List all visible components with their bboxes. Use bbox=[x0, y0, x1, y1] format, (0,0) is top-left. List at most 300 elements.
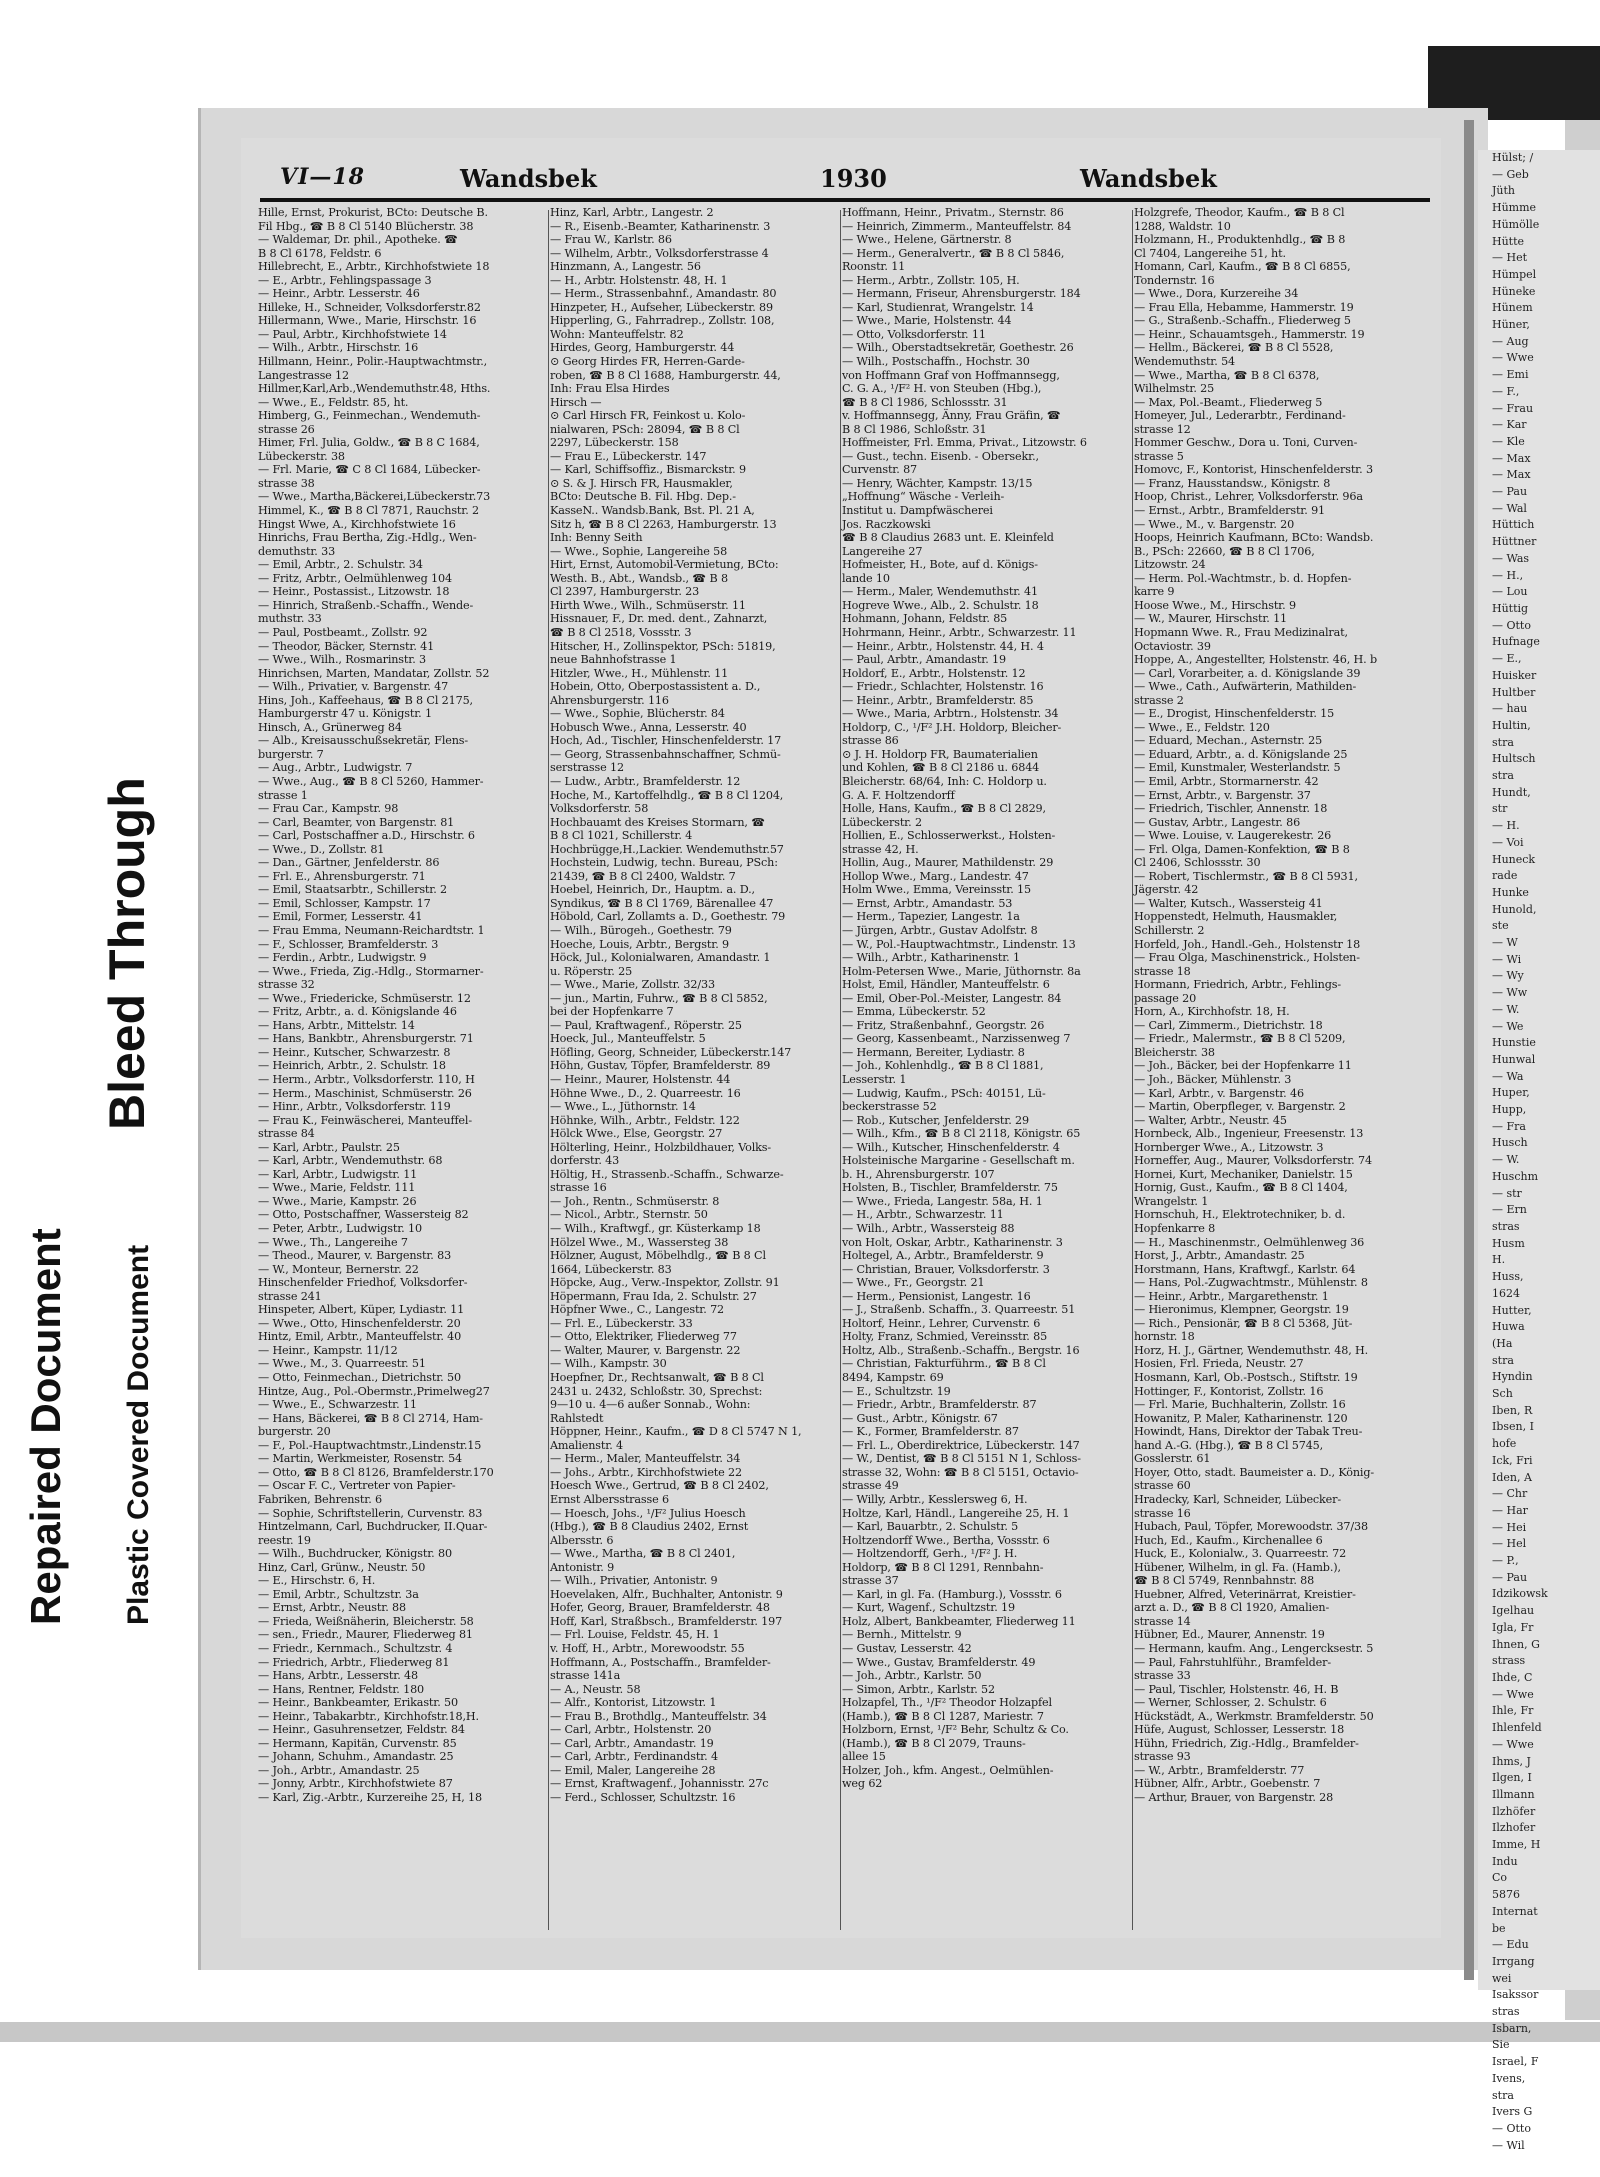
directory-entry-line: — Johs., Arbtr., Kirchhofstwiete 22 bbox=[550, 1465, 742, 1479]
directory-entry-line: Albersstr. 6 bbox=[550, 1533, 614, 1547]
directory-entry-line: B 8 Cl 6178, Feldstr. 6 bbox=[258, 246, 382, 260]
directory-entry-line: Höpermann, Frau Ida, 2. Schulstr. 27 bbox=[550, 1289, 757, 1303]
adjacent-page-line: — Hel bbox=[1492, 1537, 1527, 1551]
adjacent-page-line: Ihnen, G bbox=[1492, 1637, 1540, 1651]
adjacent-page-line: Hunke bbox=[1492, 885, 1529, 899]
directory-entry-line: — Hermann, Kapitän, Curvenstr. 85 bbox=[258, 1736, 457, 1750]
adjacent-page-line: Hupp, bbox=[1492, 1103, 1527, 1117]
directory-entry-line: — Joh., Bäcker, Mühlenstr. 3 bbox=[1134, 1073, 1292, 1086]
directory-entry-line: — Hellm., Bäckerei, ☎ B 8 Cl 5528, bbox=[1134, 341, 1334, 355]
adjacent-page-line: Sch bbox=[1492, 1387, 1513, 1401]
directory-entry-line: Hintz, Emil, Arbtr., Manteuffelstr. 40 bbox=[258, 1330, 462, 1344]
adjacent-page-line: — Pau bbox=[1492, 485, 1528, 499]
directory-entry-line: — Emma, Lübeckerstr. 52 bbox=[842, 1005, 986, 1019]
directory-entry-line: — Carl, Beamter, von Bargenstr. 81 bbox=[258, 815, 455, 829]
adjacent-page-line: stra bbox=[1492, 769, 1514, 783]
directory-entry-line: nialwaren, PSch: 28094, ☎ B 8 Cl bbox=[550, 422, 740, 436]
directory-entry-line: Holtorf, Heinr., Lehrer, Curvenstr. 6 bbox=[842, 1316, 1041, 1330]
directory-entry-line: — Heinr., Maurer, Holstenstr. 44 bbox=[550, 1073, 731, 1086]
directory-entry-line: bei der Hopfenkarre 7 bbox=[550, 1005, 674, 1019]
adjacent-page-line: Hüttner bbox=[1492, 535, 1537, 549]
directory-entry-line: — Wilh., Privatier, v. Bargenstr. 47 bbox=[258, 680, 449, 694]
directory-entry-line: — Kurt, Wagenf., Schultzstr. 19 bbox=[842, 1601, 1015, 1615]
directory-entry-line: — Wwe. Louise, v. Laugerekestr. 26 bbox=[1134, 829, 1332, 843]
directory-entry-line: Huebner, Alfred, Veterinärrat, Kreistier- bbox=[1134, 1587, 1356, 1601]
adjacent-page-line: Hümpel bbox=[1492, 267, 1537, 281]
directory-entry-line: v. Hoff, H., Arbtr., Morewoodstr. 55 bbox=[550, 1641, 745, 1655]
directory-entry-line: neue Bahnhofstrasse 1 bbox=[550, 653, 677, 667]
directory-entry-line: — Carl, Arbtr., Holstenstr. 20 bbox=[550, 1723, 712, 1737]
directory-entry-line: — Hermann, Bereiter, Lydiastr. 8 bbox=[842, 1045, 1025, 1059]
adjacent-page-line: — Wwe bbox=[1492, 1737, 1534, 1751]
directory-entry-line: weg 62 bbox=[842, 1777, 883, 1791]
directory-entry-line: — Heinr., Kampstr. 11/12 bbox=[258, 1343, 398, 1357]
directory-entry-line: — Wwe., D., Zollstr. 81 bbox=[258, 842, 385, 856]
adjacent-page-line: Ivers G bbox=[1492, 2105, 1533, 2119]
directory-entry-line: Hosmann, Karl, Ob.-Postsch., Stiftstr. 19 bbox=[1134, 1371, 1358, 1385]
adjacent-page-line: — str bbox=[1492, 1186, 1522, 1200]
directory-entry-line: B 8 Cl 1021, Schillerstr. 4 bbox=[550, 829, 693, 843]
directory-entry-line: — Paul, Tischler, Holstenstr. 46, H. B bbox=[1134, 1682, 1339, 1696]
directory-entry-line: Hoche, M., Kartoffelhdlg., ☎ B 8 Cl 1204, bbox=[550, 788, 784, 802]
adjacent-page-line: — W. bbox=[1492, 1002, 1520, 1016]
directory-entry-line: Hoppe, A., Angestellter, Holstenstr. 46, H. b bbox=[1134, 653, 1377, 667]
directory-entry-line: Hirth Wwe., Wilh., Schmüserstr. 11 bbox=[550, 598, 746, 612]
adjacent-page-line: Hüneke bbox=[1492, 284, 1536, 298]
directory-entry-line: Himer, Frl. Julia, Goldw., ☎ B 8 C 1684, bbox=[258, 436, 480, 450]
adjacent-page-line: — W. bbox=[1492, 1153, 1520, 1167]
adjacent-page-line: — Max bbox=[1492, 451, 1531, 465]
directory-entry-line: — Carl, Arbtr., Amandastr. 19 bbox=[550, 1736, 714, 1750]
adjacent-page-line: Hunwal bbox=[1492, 1052, 1536, 1066]
adjacent-page-line: ste bbox=[1492, 919, 1509, 933]
adjacent-page-line: stra bbox=[1492, 735, 1514, 749]
column-divider bbox=[548, 210, 549, 1930]
directory-entry-line: Homovc, F., Kontorist, Hinschenfelderstr. 3 bbox=[1134, 463, 1373, 477]
directory-entry-line: — Wwe., Marie, Holstenstr. 44 bbox=[842, 314, 1012, 328]
directory-entry-line: Hornberger Wwe., A., Litzowstr. 3 bbox=[1134, 1140, 1324, 1154]
directory-entry-line: Hölterling, Heinr., Holzbildhauer, Volks- bbox=[550, 1140, 772, 1154]
directory-entry-line: Holzborn, Ernst, ¹/F² Behr, Schultz & Co. bbox=[842, 1723, 1069, 1737]
directory-entry-line: strasse 5 bbox=[1134, 449, 1184, 463]
directory-entry-line: — Heinrich, Zimmerm., Manteuffelstr. 84 bbox=[842, 219, 1072, 233]
adjacent-page-line: — Chr bbox=[1492, 1487, 1528, 1501]
page-number: VI—18 bbox=[280, 164, 365, 190]
directory-entry-line: Hilleke, H., Schneider, Volksdorferstr.82 bbox=[258, 300, 481, 314]
directory-entry-line: Holst, Emil, Händler, Manteuffelstr. 6 bbox=[842, 978, 1050, 992]
directory-entry-line: — Ernst, Arbtr., Amandastr. 53 bbox=[842, 896, 1013, 910]
directory-entry-line: Hornig, Gust., Kaufm., ☎ B 8 Cl 1404, bbox=[1134, 1181, 1348, 1195]
label-plastic-covered-document: Plastic Covered Document bbox=[122, 1244, 155, 1625]
directory-entry-line: — Herm., Strassenbahnf., Amandastr. 80 bbox=[550, 287, 777, 301]
directory-entry-line: serstrasse 12 bbox=[550, 761, 624, 775]
directory-entry-line: — R., Eisenb.-Beamter, Katharinenstr. 3 bbox=[550, 219, 771, 233]
directory-entry-line: Fabriken, Behrenstr. 6 bbox=[258, 1492, 382, 1506]
directory-entry-line: strasse 26 bbox=[258, 422, 315, 436]
directory-entry-line: Höhnke, Wilh., Arbtr., Feldstr. 122 bbox=[550, 1113, 740, 1127]
directory-entry-line: ☎ B 8 Claudius 2683 unt. E. Kleinfeld bbox=[842, 531, 1054, 545]
directory-entry-line: Hoffmann, A., Postschaffn., Bramfelder- bbox=[550, 1655, 771, 1669]
adjacent-page-line: rade bbox=[1492, 869, 1518, 883]
directory-entry-line: Hoffmeister, Frl. Emma, Privat., Litzowstr. 6 bbox=[842, 436, 1087, 450]
adjacent-page-line: wei bbox=[1492, 1971, 1512, 1985]
directory-entry-line: — Emil, Arbtr., Stormarnerstr. 42 bbox=[1134, 774, 1319, 788]
directory-entry-line: — Wwe., Th., Langereihe 7 bbox=[258, 1235, 408, 1249]
directory-entry-line: Himmel, K., ☎ B 8 Cl 7871, Rauchstr. 2 bbox=[258, 504, 480, 518]
directory-entry-line: beckerstrasse 52 bbox=[842, 1100, 937, 1114]
directory-entry-line: — Wwe., Aug., ☎ B 8 Cl 5260, Hammer- bbox=[258, 774, 484, 788]
directory-entry-line: burgerstr. 20 bbox=[258, 1425, 331, 1439]
directory-entry-line: strasse 84 bbox=[258, 1127, 315, 1141]
adjacent-page-line: Igla, Fr bbox=[1492, 1620, 1534, 1634]
directory-entry-line: — Friedr., Malermstr., ☎ B 8 Cl 5209, bbox=[1134, 1032, 1346, 1046]
directory-entry-line: — Hans, Bankbtr., Ahrensburgerstr. 71 bbox=[258, 1032, 474, 1046]
directory-entry-line: — E., Drogist, Hinschenfelderstr. 15 bbox=[1134, 707, 1335, 721]
directory-entry-line: Hissnauer, F., Dr. med. dent., Zahnarzt, bbox=[550, 612, 768, 626]
directory-entry-line: von Holt, Oskar, Arbtr., Katharinenstr. 3 bbox=[842, 1235, 1063, 1249]
directory-entry-line: Homann, Carl, Kaufm., ☎ B 8 Cl 6855, bbox=[1134, 260, 1351, 274]
adjacent-page-line: — Ern bbox=[1492, 1203, 1527, 1217]
directory-entry-line: Horfeld, Joh., Handl.-Geh., Holstenstr 18 bbox=[1134, 937, 1361, 951]
directory-entry-line: — Heinr., Bankbeamter, Erikastr. 50 bbox=[258, 1696, 458, 1710]
adjacent-page-line: Huwa bbox=[1492, 1320, 1525, 1334]
directory-entry-line: — Karl, Zig.-Arbtr., Kurzereihe 25, H, 18 bbox=[258, 1790, 482, 1804]
directory-entry-line: — sen., Friedr., Maurer, Fliederweg 81 bbox=[258, 1628, 473, 1642]
directory-entry-line: — Emil, Staatsarbtr., Schillerstr. 2 bbox=[258, 883, 448, 897]
directory-entry-line: — Theodor, Bäcker, Sternstr. 41 bbox=[258, 639, 435, 653]
directory-entry-line: Howanitz, P. Maler, Katharinenstr. 120 bbox=[1134, 1411, 1348, 1425]
directory-entry-line: Huch, Ed., Kaufm., Kirchenallee 6 bbox=[1134, 1533, 1323, 1547]
directory-entry-line: — Wilh., Privatier, Antonistr. 9 bbox=[550, 1574, 718, 1588]
adjacent-page-line: — Het bbox=[1492, 251, 1528, 265]
directory-entry-line: — Ferd., Schlosser, Schultzstr. 16 bbox=[550, 1790, 736, 1804]
adjacent-page-line: Hüner, bbox=[1492, 318, 1530, 332]
directory-entry-line: Volksdorferstr. 58 bbox=[550, 802, 649, 816]
directory-entry-line: — Frl. E., Lübeckerstr. 33 bbox=[550, 1316, 693, 1330]
directory-entry-line: Hormann, Friedrich, Arbtr., Fehlings- bbox=[1134, 978, 1341, 992]
directory-entry-line: — Karl, Studienrat, Wrangelstr. 14 bbox=[842, 300, 1034, 314]
directory-entry-line: Howindt, Hans, Direktor der Tabak Treu- bbox=[1134, 1425, 1363, 1439]
directory-entry-line: Hommer Geschw., Dora u. Toni, Curven- bbox=[1134, 436, 1358, 450]
adjacent-page-line: H. bbox=[1492, 1253, 1506, 1267]
directory-entry-line: — Frau K., Feinwäscherei, Manteuffel- bbox=[258, 1113, 472, 1127]
directory-entry-line: — Herm., Maschinist, Schmüserstr. 26 bbox=[258, 1086, 472, 1100]
directory-entry-line: — Frau E., Lübeckerstr. 147 bbox=[550, 449, 707, 463]
directory-entry-line: — Johann, Schuhm., Amandastr. 25 bbox=[258, 1750, 454, 1764]
adjacent-page-line: Ilzhöfer bbox=[1492, 1804, 1536, 1818]
directory-entry-line: Hoeche, Louis, Arbtr., Bergstr. 9 bbox=[550, 937, 729, 951]
directory-entry-line: — Hans, Arbtr., Mittelstr. 14 bbox=[258, 1018, 415, 1032]
directory-entry-line: strasse 33 bbox=[1134, 1669, 1191, 1683]
adjacent-page-line: Israel, F bbox=[1492, 2055, 1539, 2069]
directory-entry-line: — Karl, in gl. Fa. (Hamburg.), Vossstr. 6 bbox=[842, 1587, 1062, 1601]
directory-entry-line: Hinzpeter, H., Aufseher, Lübeckerstr. 89 bbox=[550, 300, 773, 314]
directory-entry-line: — E., Schultzstr. 19 bbox=[842, 1384, 951, 1398]
directory-entry-line: strasse 241 bbox=[258, 1289, 322, 1303]
directory-entry-line: — Emil, Kunstmaler, Westerlandstr. 5 bbox=[1134, 761, 1341, 775]
directory-entry-line: Hollop Wwe., Marg., Landestr. 47 bbox=[842, 869, 1029, 883]
directory-entry-line: Bleicherstr. 38 bbox=[1134, 1045, 1215, 1059]
directory-entry-line: — Joh., Rentn., Schmüserstr. 8 bbox=[550, 1194, 720, 1208]
directory-entry-line: Wrangelstr. 1 bbox=[1134, 1194, 1209, 1208]
directory-entry-line: — Herm. Pol.-Wachtmstr., b. d. Hopfen- bbox=[1134, 571, 1352, 585]
adjacent-page-line: Isbarn, bbox=[1492, 2021, 1532, 2035]
adjacent-page-line: — F., bbox=[1492, 384, 1520, 398]
directory-entry-line: Rahlstedt bbox=[550, 1411, 604, 1425]
directory-entry-line: ⊙ Georg Hirdes FR, Herren-Garde- bbox=[550, 355, 745, 369]
directory-entry-line: — E., Arbtr., Fehlingspassage 3 bbox=[258, 273, 432, 287]
directory-entry-line: — W., Monteur, Bernerstr. 22 bbox=[258, 1262, 419, 1276]
directory-entry-line: B 8 Cl 1986, Schloßstr. 31 bbox=[842, 422, 987, 436]
directory-entry-line: Hornschuh, H., Elektrotechniker, b. d. bbox=[1134, 1208, 1346, 1222]
directory-entry-line: — Wilh., Kfm., ☎ B 8 Cl 2118, Königstr. 65 bbox=[842, 1127, 1081, 1141]
directory-entry-line: — Wilh., Postschaffn., Hochstr. 30 bbox=[842, 355, 1030, 369]
directory-entry-line: strasse 42, H. bbox=[842, 842, 919, 856]
directory-entry-line: Hobein, Otto, Oberpostassistent a. D., bbox=[550, 680, 761, 694]
directory-entry-line: — Herm., Tapezier, Langestr. 1a bbox=[842, 910, 1020, 924]
directory-entry-line: — Friedr., Kernmach., Schultzstr. 4 bbox=[258, 1641, 453, 1655]
directory-entry-line: — Friedrich, Tischler, Annenstr. 18 bbox=[1134, 802, 1328, 816]
directory-entry-line: Hitscher, H., Zollinspektor, PSch: 51819, bbox=[550, 639, 776, 653]
adjacent-page-line: stra bbox=[1492, 1353, 1514, 1367]
page-header bbox=[280, 160, 1430, 194]
directory-entry-line: dorferstr. 43 bbox=[550, 1154, 620, 1168]
directory-entry-line: Ernst Albersstrasse 6 bbox=[550, 1492, 669, 1506]
directory-entry-line: Hollien, E., Schlosserwerkst., Holsten- bbox=[842, 829, 1056, 843]
directory-entry-line: — Wwe., Maria, Arbtrn., Holstenstr. 34 bbox=[842, 707, 1059, 721]
adjacent-page-line: Huschm bbox=[1492, 1169, 1538, 1183]
adjacent-page-line: Irrgang bbox=[1492, 1954, 1535, 1968]
adjacent-page-line: Huisker bbox=[1492, 668, 1537, 682]
directory-entry-line: Hochbrügge,H.,Lackier. Wendemuthstr.57 bbox=[550, 842, 784, 856]
adjacent-page-line: Huneck bbox=[1492, 852, 1536, 866]
directory-entry-line: Hinschenfelder Friedhof, Volksdorfer- bbox=[258, 1276, 468, 1290]
adjacent-page-line: Isakssor bbox=[1492, 1988, 1539, 2002]
running-head-year: 1930 bbox=[820, 164, 887, 193]
directory-entry-line: Hofer, Georg, Brauer, Bramfelderstr. 48 bbox=[550, 1601, 770, 1615]
directory-entry-line: — Alfr., Kontorist, Litzowstr. 1 bbox=[550, 1696, 717, 1710]
directory-entry-line: — Frieda, Weißnäherin, Bleicherstr. 58 bbox=[258, 1614, 474, 1628]
directory-entry-line: — Wwe., Frieda, Langestr. 58a, H. 1 bbox=[842, 1194, 1043, 1208]
directory-entry-line: Horst, J., Arbtr., Amandastr. 25 bbox=[1134, 1249, 1305, 1263]
directory-entry-line: Antonistr. 9 bbox=[550, 1560, 615, 1574]
directory-column-3 bbox=[842, 206, 1132, 1946]
adjacent-page-line: Huss, bbox=[1492, 1270, 1524, 1284]
directory-entry-line: — Joh., Kohlenhdlg., ☎ B 8 Cl 1881, bbox=[842, 1059, 1044, 1073]
directory-entry-line: Hohmann, Johann, Feldstr. 85 bbox=[842, 612, 1008, 626]
directory-entry-line: muthstr. 33 bbox=[258, 612, 322, 626]
directory-entry-line: hornstr. 18 bbox=[1134, 1330, 1195, 1344]
directory-column-4 bbox=[1134, 206, 1424, 1946]
directory-entry-line: C. G. A., ¹/F² H. von Steuben (Hbg.), bbox=[842, 382, 1042, 396]
directory-entry-line: — Wilh., Kraftwgf., gr. Küsterkamp 18 bbox=[550, 1222, 761, 1236]
directory-entry-line: Holzer, Joh., kfm. Angest., Oelmühlen- bbox=[842, 1763, 1054, 1777]
adjacent-page-line: Husm bbox=[1492, 1236, 1525, 1250]
directory-entry-line: — Frl. E., Ahrensburgerstr. 71 bbox=[258, 869, 426, 883]
directory-entry-line: Hirsch — bbox=[550, 395, 602, 409]
adjacent-page-line: — We bbox=[1492, 1019, 1524, 1033]
directory-entry-line: — Wwe., Sophie, Blücherstr. 84 bbox=[550, 707, 725, 721]
directory-entry-line: — F., Pol.-Hauptwachtmstr.,Lindenstr.15 bbox=[258, 1438, 482, 1452]
directory-entry-line: strasse 12 bbox=[1134, 422, 1191, 436]
directory-entry-line: — Willy, Arbtr., Kesslersweg 6, H. bbox=[842, 1492, 1028, 1506]
directory-entry-line: — Emil, Schlosser, Kampstr. 17 bbox=[258, 896, 431, 910]
directory-entry-line: — Carl, Zimmerm., Dietrichstr. 18 bbox=[1134, 1018, 1323, 1032]
directory-entry-line: hand A.-G. (Hbg.), ☎ B 8 Cl 5745, bbox=[1134, 1438, 1324, 1452]
adjacent-page-line: be bbox=[1492, 1921, 1506, 1935]
adjacent-page-line: Illmann bbox=[1492, 1787, 1535, 1801]
adjacent-page-line: — Kle bbox=[1492, 434, 1525, 448]
directory-entry-line: Hölck Wwe., Else, Georgstr. 27 bbox=[550, 1127, 723, 1141]
directory-entry-line: — Max, Pol.-Beamt., Fliederweg 5 bbox=[1134, 395, 1323, 409]
directory-entry-line: Amalienstr. 4 bbox=[550, 1438, 623, 1452]
directory-entry-line: Holzmann, H., Produktenhdlg., ☎ B 8 bbox=[1134, 233, 1346, 247]
directory-entry-line: — Hermann, kaufm. Ang., Lengercksestr. 5 bbox=[1134, 1641, 1374, 1655]
directory-entry-line: Inh: Benny Seith bbox=[550, 531, 643, 545]
directory-entry-line: — Ludw., Arbtr., Bramfelderstr. 12 bbox=[550, 774, 741, 788]
adjacent-page-line: — Voi bbox=[1492, 835, 1524, 849]
directory-entry-line: Hoyer, Otto, stadt. Baumeister a. D., König- bbox=[1134, 1465, 1374, 1479]
directory-entry-line: — Wwe., Fr., Georgstr. 21 bbox=[842, 1276, 985, 1290]
directory-entry-line: — Martin, Oberpfleger, v. Bargenstr. 2 bbox=[1134, 1100, 1346, 1114]
directory-entry-line: Hoop, Christ., Lehrer, Volksdorferstr. 96a bbox=[1134, 490, 1363, 504]
adjacent-page-line: — P., bbox=[1492, 1554, 1519, 1568]
directory-entry-line: — Joh., Bäcker, bei der Hopfenkarre 11 bbox=[1134, 1059, 1352, 1073]
directory-entry-line: Holtegel, A., Arbtr., Bramfelderstr. 9 bbox=[842, 1249, 1044, 1263]
directory-entry-line: — Heinr., Arbtr. Lesserstr. 46 bbox=[258, 287, 420, 301]
header-rule bbox=[260, 198, 1430, 202]
directory-entry-line: — Wwe., Friedericke, Schmüserstr. 12 bbox=[258, 991, 471, 1005]
adjacent-page-line: — E., bbox=[1492, 652, 1522, 666]
directory-entry-line: — Wwe., Sophie, Langereihe 58 bbox=[550, 544, 728, 558]
directory-entry-line: Ahrensburgerstr. 116 bbox=[550, 693, 669, 707]
directory-entry-line: — Karl, Arbtr., v. Bargenstr. 46 bbox=[1134, 1086, 1304, 1100]
directory-entry-line: — Wilh., Buchdrucker, Königstr. 80 bbox=[258, 1547, 452, 1561]
directory-entry-line: — Emil, Former, Lesserstr. 41 bbox=[258, 910, 423, 924]
directory-column-1 bbox=[258, 206, 548, 1946]
adjacent-page-line: — Hei bbox=[1492, 1520, 1527, 1534]
directory-entry-line: Hinrichs, Frau Bertha, Zig.-Hdlg., Wen- bbox=[258, 531, 477, 545]
directory-entry-line: strasse 38 bbox=[258, 476, 315, 490]
directory-entry-line: Hopfenkarre 8 bbox=[1134, 1222, 1216, 1236]
directory-entry-line: — Karl, Bauarbtr., 2. Schulstr. 5 bbox=[842, 1520, 1019, 1534]
directory-entry-line: Hölzner, August, Möbelhdlg., ☎ B 8 Cl bbox=[550, 1249, 766, 1263]
directory-entry-line: KasseN.. Wandsb.Bank, Bst. Pl. 21 A, bbox=[550, 504, 755, 518]
adjacent-page-line: — hau bbox=[1492, 702, 1528, 716]
directory-entry-line: — Holtzendorff, Gerh., ¹/F² J. H. bbox=[842, 1547, 1018, 1561]
directory-entry-line: — Frau Emma, Neumann-Reichardtstr. 1 bbox=[258, 923, 485, 937]
directory-entry-line: Hübener, Wilhelm, in gl. Fa. (Hamb.), bbox=[1134, 1560, 1341, 1574]
directory-entry-line: ☎ B 8 Cl 1986, Schlossstr. 31 bbox=[842, 395, 1008, 409]
directory-entry-line: Hillmann, Heinr., Polir.-Hauptwachtmstr., bbox=[258, 355, 488, 369]
adjacent-page-line: — Aug bbox=[1492, 334, 1529, 348]
directory-entry-line: Hinsch, A., Grünerweg 84 bbox=[258, 720, 402, 734]
directory-entry-line: — Wwe., M., 3. Quarreestr. 51 bbox=[258, 1357, 426, 1371]
adjacent-page-line: — Wa bbox=[1492, 1069, 1524, 1083]
adjacent-page-line: Ibsen, I bbox=[1492, 1420, 1534, 1434]
directory-entry-line: — Wilh., Arbtr., Hirschstr. 16 bbox=[258, 341, 419, 355]
directory-entry-line: Jos. Raczkowski bbox=[842, 517, 931, 531]
directory-entry-line: Himberg, G., Feinmechan., Wendemuth- bbox=[258, 409, 481, 423]
adjacent-page-line: str bbox=[1492, 802, 1508, 816]
directory-entry-line: — Heinr., Schauamtsgeh., Hammerstr. 19 bbox=[1134, 327, 1365, 341]
directory-entry-line: — Ferdin., Arbtr., Ludwigstr. 9 bbox=[258, 951, 427, 965]
directory-entry-line: ⊙ Carl Hirsch FR, Feinkost u. Kolo- bbox=[550, 409, 746, 423]
directory-entry-line: — Hieronimus, Klempner, Georgstr. 19 bbox=[1134, 1303, 1349, 1317]
directory-entry-line: — Wwe., Martha, ☎ B 8 Cl 6378, bbox=[1134, 368, 1320, 382]
directory-entry-line: Hingst Wwe, A., Kirchhofstwiete 16 bbox=[258, 517, 456, 531]
directory-entry-line: Hintzelmann, Carl, Buchdrucker, II.Quar- bbox=[258, 1520, 488, 1534]
directory-entry-line: — E., Hirschstr. 6, H. bbox=[258, 1574, 376, 1588]
directory-entry-line: — G., Straßenb.-Schaffn., Fliederweg 5 bbox=[1134, 314, 1351, 328]
directory-entry-line: Westh. B., Abt., Wandsb., ☎ B 8 bbox=[550, 571, 728, 585]
directory-entry-line: — Joh., Arbtr., Amandastr. 25 bbox=[258, 1763, 420, 1777]
adjacent-page-line: Hümme bbox=[1492, 201, 1537, 215]
directory-entry-line: strasse 16 bbox=[1134, 1506, 1191, 1520]
adjacent-page-line: — H. bbox=[1492, 819, 1520, 833]
directory-entry-line: Hradecky, Karl, Schneider, Lübecker- bbox=[1134, 1492, 1341, 1506]
directory-entry-line: — Heinr., Arbtr., Holstenstr. 44, H. 4 bbox=[842, 639, 1044, 653]
directory-entry-line: — Emil, Maler, Langereihe 28 bbox=[550, 1763, 716, 1777]
directory-entry-line: — Frl. Olga, Damen-Konfektion, ☎ B 8 bbox=[1134, 842, 1350, 856]
adjacent-page-line: — H., bbox=[1492, 568, 1524, 582]
directory-entry-line: Hitzler, Wwe., H., Mühlenstr. 11 bbox=[550, 666, 729, 680]
directory-entry-line: — Rich., Pensionär, ☎ B 8 Cl 5368, Jüt- bbox=[1134, 1316, 1353, 1330]
adjacent-page-line: Ihlenfeld bbox=[1492, 1721, 1542, 1735]
directory-entry-line: — W., Maurer, Hirschstr. 11 bbox=[1134, 612, 1288, 626]
directory-entry-line: — Herm., Pensionist, Langestr. 16 bbox=[842, 1289, 1031, 1303]
directory-entry-line: strasse 86 bbox=[842, 734, 899, 748]
directory-entry-line: strasse 14 bbox=[1134, 1614, 1191, 1628]
directory-entry-line: Octaviostr. 39 bbox=[1134, 639, 1211, 653]
directory-entry-line: — Wilhelm, Arbtr., Volksdorferstrasse 4 bbox=[550, 246, 769, 260]
adjacent-page-line: Ilgen, I bbox=[1492, 1771, 1532, 1785]
directory-entry-line: — Heinr., Arbtr., Bramfelderstr. 85 bbox=[842, 693, 1034, 707]
directory-entry-line: Holdorp, C., ¹/F² J.H. Holdorp, Bleicher- bbox=[842, 720, 1062, 734]
directory-entry-line: — Wwe., Marie, Zollstr. 32/33 bbox=[550, 978, 715, 992]
directory-entry-line: — Gustav, Lesserstr. 42 bbox=[842, 1641, 972, 1655]
directory-entry-line: — Wwe., E., Feldstr. 120 bbox=[1134, 720, 1270, 734]
directory-entry-line: — Heinrich, Arbtr., 2. Schulstr. 18 bbox=[258, 1059, 446, 1073]
directory-entry-line: Höppner, Heinr., Kaufm., ☎ D 8 Cl 5747 N 1, bbox=[550, 1425, 802, 1439]
directory-entry-line: Horstmann, Hans, Kraftwgf., Karlstr. 64 bbox=[1134, 1262, 1356, 1276]
directory-entry-line: — Frau B., Brothdlg., Manteuffelstr. 34 bbox=[550, 1709, 767, 1723]
directory-entry-line: Hoesch Wwe., Gertrud, ☎ B 8 Cl 2402, bbox=[550, 1479, 769, 1493]
directory-entry-line: Höhne Wwe., D., 2. Quarreestr. 16 bbox=[550, 1086, 741, 1100]
directory-entry-line: — Friedr., Schlachter, Holstenstr. 16 bbox=[842, 680, 1044, 694]
directory-entry-line: Langereihe 27 bbox=[842, 544, 923, 558]
directory-entry-line: Holdorf, E., Arbtr., Holstenstr. 12 bbox=[842, 666, 1026, 680]
adjacent-page-line: Hundt, bbox=[1492, 785, 1531, 799]
adjacent-page-line: — W bbox=[1492, 936, 1518, 950]
directory-entry-line: — Karl, Schiffsoffiz., Bismarckstr. 9 bbox=[550, 463, 746, 477]
directory-entry-line: — Heinr., Tabakarbtr., Kirchhofstr.18,H. bbox=[258, 1709, 479, 1723]
directory-entry-line: Hillermann, Wwe., Marie, Hirschstr. 16 bbox=[258, 314, 477, 328]
directory-entry-line: Hogreve Wwe., Alb., 2. Schulstr. 18 bbox=[842, 598, 1039, 612]
directory-entry-line: Hoppenstedt, Helmuth, Hausmakler, bbox=[1134, 910, 1338, 924]
directory-entry-line: passage 20 bbox=[1134, 991, 1197, 1005]
column-divider bbox=[1132, 210, 1133, 1930]
directory-entry-line: — Wwe., Cath., Aufwärterin, Mathilden- bbox=[1134, 680, 1357, 694]
directory-entry-line: Holzapfel, Th., ¹/F² Theodor Holzapfel bbox=[842, 1696, 1052, 1710]
adjacent-page-line: Indu bbox=[1492, 1854, 1518, 1868]
directory-entry-line: Jägerstr. 42 bbox=[1134, 883, 1199, 897]
directory-entry-line: — Frau W., Karlstr. 86 bbox=[550, 233, 672, 247]
directory-entry-line: — Karl, Arbtr., Wendemuthstr. 68 bbox=[258, 1154, 443, 1168]
directory-entry-line: Cl 7404, Langereihe 51, ht. bbox=[1134, 246, 1286, 260]
directory-entry-line: Hinz, Karl, Arbtr., Langestr. 2 bbox=[550, 206, 714, 219]
adjacent-page-line: Hüttig bbox=[1492, 601, 1529, 615]
